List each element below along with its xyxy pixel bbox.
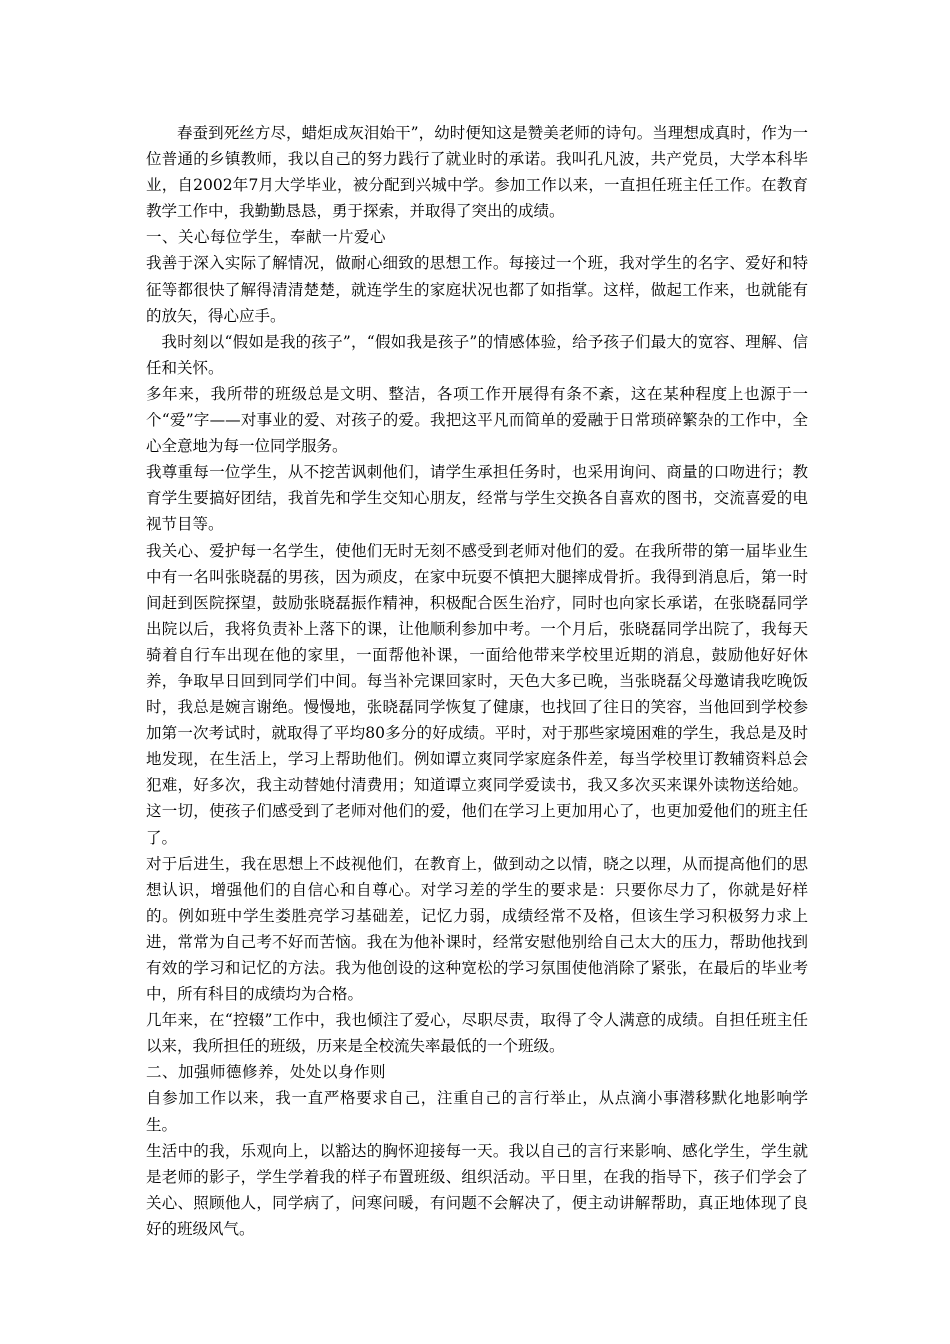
paragraph-empathy: 我时刻以“假如是我的孩子”，“假如我是孩子”的情感体验，给予孩子们最大的宽容、理解、信任和关怀。 (146, 332, 808, 377)
paragraph-understanding: 我善于深入实际了解情况，做耐心细致的思想工作。每接过一个班，我对学生的名字、爱好和特征等都很快了解得清清楚楚，就连学生的家庭状况也都了如指掌。这样，做起工作来，也就能有的放矢，得心应手。 (146, 254, 808, 325)
paragraph-self-discipline: 自参加工作以来，我一直严格要求自己，注重自己的言行举止，从点滴小事潜移默化地影响学生。 (146, 1089, 808, 1134)
section-heading-2: 二、加强师德修养，处处以身作则 (146, 1063, 387, 1082)
paragraph-respect: 我尊重每一位学生，从不挖苦讽刺他们，请学生承担任务时，也采用询问、商量的口吻进行；教育学生要搞好团结，我首先和学生交知心朋友，经常与学生交换各自喜欢的图书，交流喜爱的电视节目等。 (146, 463, 808, 534)
paragraph-dropout-control: 几年来，在“控辍”工作中，我也倾注了爱心，尽职尽责，取得了令人满意的成绩。自担任班主任以来，我所担任的班级，历来是全校流失率最低的一个班级。 (146, 1011, 808, 1056)
paragraph-optimism: 生活中的我，乐观向上，以豁达的胸怀迎接每一天。我以自己的言行来影响、感化学生，学生就是老师的影子，学生学着我的样子布置班级、组织活动。平日里，在我的指导下，孩子们学会了关心、照顾他人，同学病了，问寒问暖，有问题不会解决了，便主动讲解帮助，真正地体现了良好的班级风气。 (146, 1141, 808, 1238)
document-body (146, 120, 808, 1242)
paragraph-struggling-students: 对于后进生，我在思想上不歧视他们，在教育上，做到动之以情，晓之以理，从而提高他们的思想认识，增强他们的自信心和自尊心。对学习差的学生的要求是：只要你尽力了，你就是好样的。例如班中学生娄胜亮学习基础差，记忆力弱，成绩经常不及格，但该生学习积极努力求上进，常常为自己考不好而苦恼。我在为他补课时，经常安慰他别给自己太大的压力，帮助他找到有效的学习和记忆的方法。我为他创设的这种宽松的学习氛围使他消除了紧张，在最后的毕业考中，所有科目的成绩均为合格。 (146, 854, 808, 1004)
paragraph-opening: 春蚕到死丝方尽，蜡炬成灰泪始干”，幼时便知这是赞美老师的诗句。当理想成真时，作为一位普通的乡镇教师，我以自己的努力践行了就业时的承诺。我叫孔凡波，共产党员，大学本科毕业，自2002年7月大学毕业，被分配到兴城中学。参加工作以来，一直担任班主任工作。在教育教学工作中，我勤勤恳恳，勇于探索，并取得了突出的成绩。 (146, 124, 808, 221)
section-heading-1: 一、关心每位学生，奉献一片爱心 (146, 228, 387, 247)
paragraph-love: 多年来，我所带的班级总是文明、整洁，各项工作开展得有条不紊，这在某种程度上也源于一个“爱”字——对事业的爱、对孩子的爱。我把这平凡而简单的爱融于日常琐碎繁杂的工作中，全心全意地为每一位同学服务。 (146, 384, 808, 456)
paragraph-care-story: 我关心、爱护每一名学生，使他们无时无刻不感受到老师对他们的爱。在我所带的第一届毕业生中有一名叫张晓磊的男孩，因为顽皮，在家中玩耍不慎把大腿摔成骨折。我得到消息后，第一时间赶到医院探望，鼓励张晓磊振作精神，积极配合医生治疗，同时也向家长承诺，在张晓磊同学出院以后，我将负责补上落下的课，让他顺利参加中考。一个月后，张晓磊同学出院了，我每天骑着自行车出现在他的家里，一面帮他补课，一面给他带来学校里近期的消息，鼓励他好好休养，争取早日回到同学们中间。每当补完课回家时，天色大多已晚，当张晓磊父母邀请我吃晚饭时，我总是婉言谢绝。慢慢地，张晓磊同学恢复了健康，也找回了往日的笑容，当他回到学校参加第一次考试时，就取得了平均80多分的好成绩。平时，对于那些家境困难的学生，我总是及时地发现，在生活上，学习上帮助他们。例如谭立爽同学家庭条件差，每当学校里订教辅资料总会犯难，好多次，我主动替她付清费用；知道谭立爽同学爱读书，我又多次买来课外读物送给她。这一切，使孩子们感受到了老师对他们的爱，他们在学习上更加用心了，也更加爱他们的班主任了。 (146, 541, 808, 847)
